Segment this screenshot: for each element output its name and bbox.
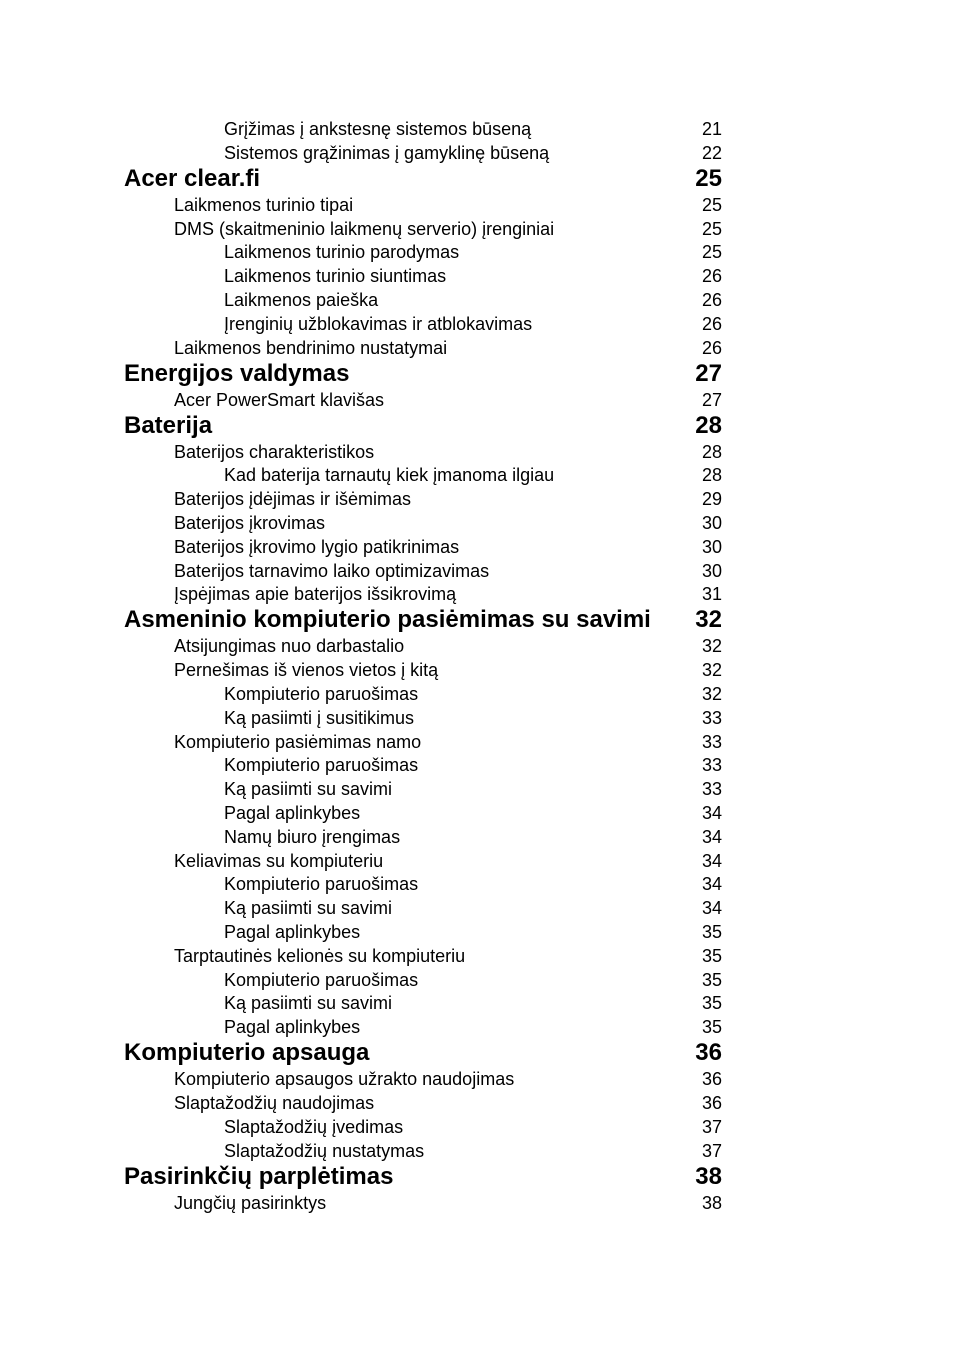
toc-entry-title: Kompiuterio paruošimas bbox=[224, 874, 419, 895]
toc-page-number: 32 bbox=[701, 660, 722, 681]
toc-entry-title: Laikmenos turinio parodymas bbox=[224, 242, 460, 263]
toc-entry-title: Grįžimas į ankstesnę sistemos būseną bbox=[224, 119, 532, 139]
toc-entry-title: Ką pasiimti su savimi bbox=[224, 993, 393, 1014]
toc-entry-title: Kompiuterio paruošimas bbox=[224, 969, 419, 990]
toc-page-number: 32 bbox=[695, 606, 722, 634]
toc-page-number: 33 bbox=[701, 755, 722, 776]
toc-page-number: 35 bbox=[701, 1017, 722, 1038]
toc-page-number: 28 bbox=[695, 411, 722, 439]
toc-heading-title: Asmeninio kompiuterio pasiėmimas su savimi bbox=[124, 606, 651, 634]
toc-entry-title: Ką pasiimti į susitikimus bbox=[224, 707, 415, 728]
toc-heading-title: Kompiuterio apsauga bbox=[124, 1039, 370, 1067]
toc-page-number: 35 bbox=[701, 969, 722, 990]
toc-page-number: 34 bbox=[701, 874, 722, 895]
toc-entry-title: DMS (skaitmeninio laikmenų serverio) įrenginiai bbox=[174, 218, 555, 239]
toc-entry-title: Ką pasiimti su savimi bbox=[224, 898, 393, 919]
toc-page-number: 38 bbox=[701, 1192, 722, 1213]
toc-page-number: 28 bbox=[701, 465, 722, 486]
toc-entry-title: Ką pasiimti su savimi bbox=[224, 779, 393, 800]
toc-page-number: 32 bbox=[701, 684, 722, 704]
toc-page-number: 25 bbox=[701, 194, 722, 215]
toc-page-number: 36 bbox=[701, 1069, 722, 1090]
toc-entry-title: Baterijos įkrovimo lygio patikrinimas bbox=[174, 536, 460, 557]
toc-page-number: 22 bbox=[701, 142, 722, 163]
toc-entry-title: Kad baterija tarnautų kiek įmanoma ilgiau bbox=[224, 465, 555, 486]
toc-page-number: 35 bbox=[701, 945, 722, 966]
toc-entry-title: Pagal aplinkybes bbox=[224, 1017, 361, 1038]
toc-entry-title: Laikmenos turinio tipai bbox=[174, 194, 354, 215]
toc-page-number: 33 bbox=[701, 707, 722, 728]
toc-page-number: 27 bbox=[701, 389, 722, 410]
toc-entry-title: Kompiuterio paruošimas bbox=[224, 684, 419, 704]
toc-heading-title: Baterija bbox=[124, 411, 213, 439]
toc-page-number: 26 bbox=[701, 313, 722, 334]
toc-page-number: 32 bbox=[701, 636, 722, 657]
toc-entry-title: Laikmenos paieška bbox=[224, 290, 379, 310]
toc-entry-title: Pernešimas iš vienos vietos į kitą bbox=[174, 660, 439, 681]
toc-entry-title: Baterijos charakteristikos bbox=[174, 441, 375, 462]
toc-page-number: 38 bbox=[695, 1162, 722, 1190]
toc-page-number: 25 bbox=[695, 164, 722, 192]
toc-page-number: 36 bbox=[695, 1039, 722, 1067]
toc-entry-title: Kompiuterio paruošimas bbox=[224, 755, 419, 776]
toc-page-number: 25 bbox=[701, 218, 722, 239]
toc-page-number: 35 bbox=[701, 993, 722, 1014]
toc-page-number: 27 bbox=[695, 359, 722, 387]
toc-entry-title: Baterijos įdėjimas ir išėmimas bbox=[174, 489, 412, 510]
toc-page-number: 34 bbox=[701, 826, 722, 847]
toc-entry-title: Jungčių pasirinktys bbox=[174, 1192, 327, 1213]
toc-entry-title: Sistemos grąžinimas į gamyklinę būseną bbox=[224, 142, 550, 163]
toc-entry-title: Pagal aplinkybes bbox=[224, 922, 361, 942]
toc-heading-title: Acer clear.fi bbox=[124, 164, 261, 192]
toc-page-number: 34 bbox=[701, 803, 722, 823]
toc-heading-title: Pasirinkčių parplėtimas bbox=[124, 1162, 394, 1190]
toc-entry-title: Tarptautinės kelionės su kompiuteriu bbox=[174, 945, 466, 966]
toc-page-number: 29 bbox=[701, 489, 722, 510]
toc-entry-title: Laikmenos bendrinimo nustatymai bbox=[174, 337, 448, 358]
toc-entry-title: Kompiuterio pasiėmimas namo bbox=[174, 731, 422, 752]
toc-page-number: 34 bbox=[701, 850, 722, 871]
toc-page-number: 31 bbox=[701, 584, 722, 605]
toc-page-number: 36 bbox=[701, 1093, 722, 1113]
toc-entry-title: Slaptažodžių naudojimas bbox=[174, 1093, 375, 1113]
toc-entry-title: Keliavimas su kompiuteriu bbox=[174, 850, 384, 871]
toc-entry-title: Įspėjimas apie baterijos išsikrovimą bbox=[174, 584, 457, 605]
toc-entry-title: Namų biuro įrengimas bbox=[224, 826, 401, 847]
toc-entry-title: Atsijungimas nuo darbastalio bbox=[174, 636, 405, 657]
toc-entry-title: Baterijos tarnavimo laiko optimizavimas bbox=[174, 560, 490, 581]
toc-page-number: 37 bbox=[701, 1140, 722, 1161]
toc-page-number: 34 bbox=[701, 898, 722, 919]
toc-entry-title: Įrenginių užblokavimas ir atblokavimas bbox=[224, 313, 533, 334]
toc-page-number: 28 bbox=[701, 441, 722, 462]
toc-entry-title: Acer PowerSmart klavišas bbox=[174, 389, 385, 410]
toc-entry-title: Slaptažodžių nustatymas bbox=[224, 1140, 425, 1161]
toc-page-number: 30 bbox=[701, 513, 722, 533]
toc-page-number: 26 bbox=[701, 337, 722, 358]
toc-page-number: 30 bbox=[701, 536, 722, 557]
toc-entry-title: Laikmenos turinio siuntimas bbox=[224, 266, 447, 287]
toc-entry-title: Kompiuterio apsaugos užrakto naudojimas bbox=[174, 1069, 515, 1090]
toc-page-number: 26 bbox=[701, 266, 722, 287]
toc-entry-title: Pagal aplinkybes bbox=[224, 803, 361, 823]
toc-entry-title: Baterijos įkrovimas bbox=[174, 513, 326, 533]
toc-page-number: 33 bbox=[701, 731, 722, 752]
toc-page-number: 35 bbox=[701, 922, 722, 942]
toc-entry-title: Slaptažodžių įvedimas bbox=[224, 1116, 404, 1137]
toc-page-number: 26 bbox=[701, 290, 722, 310]
toc-page-number: 21 bbox=[701, 119, 722, 139]
toc-page-number: 37 bbox=[701, 1116, 722, 1137]
toc-heading-title: Energijos valdymas bbox=[124, 359, 350, 387]
toc-page-number: 33 bbox=[701, 779, 722, 800]
toc-page-number: 30 bbox=[701, 560, 722, 581]
toc-page-number: 25 bbox=[701, 242, 722, 263]
